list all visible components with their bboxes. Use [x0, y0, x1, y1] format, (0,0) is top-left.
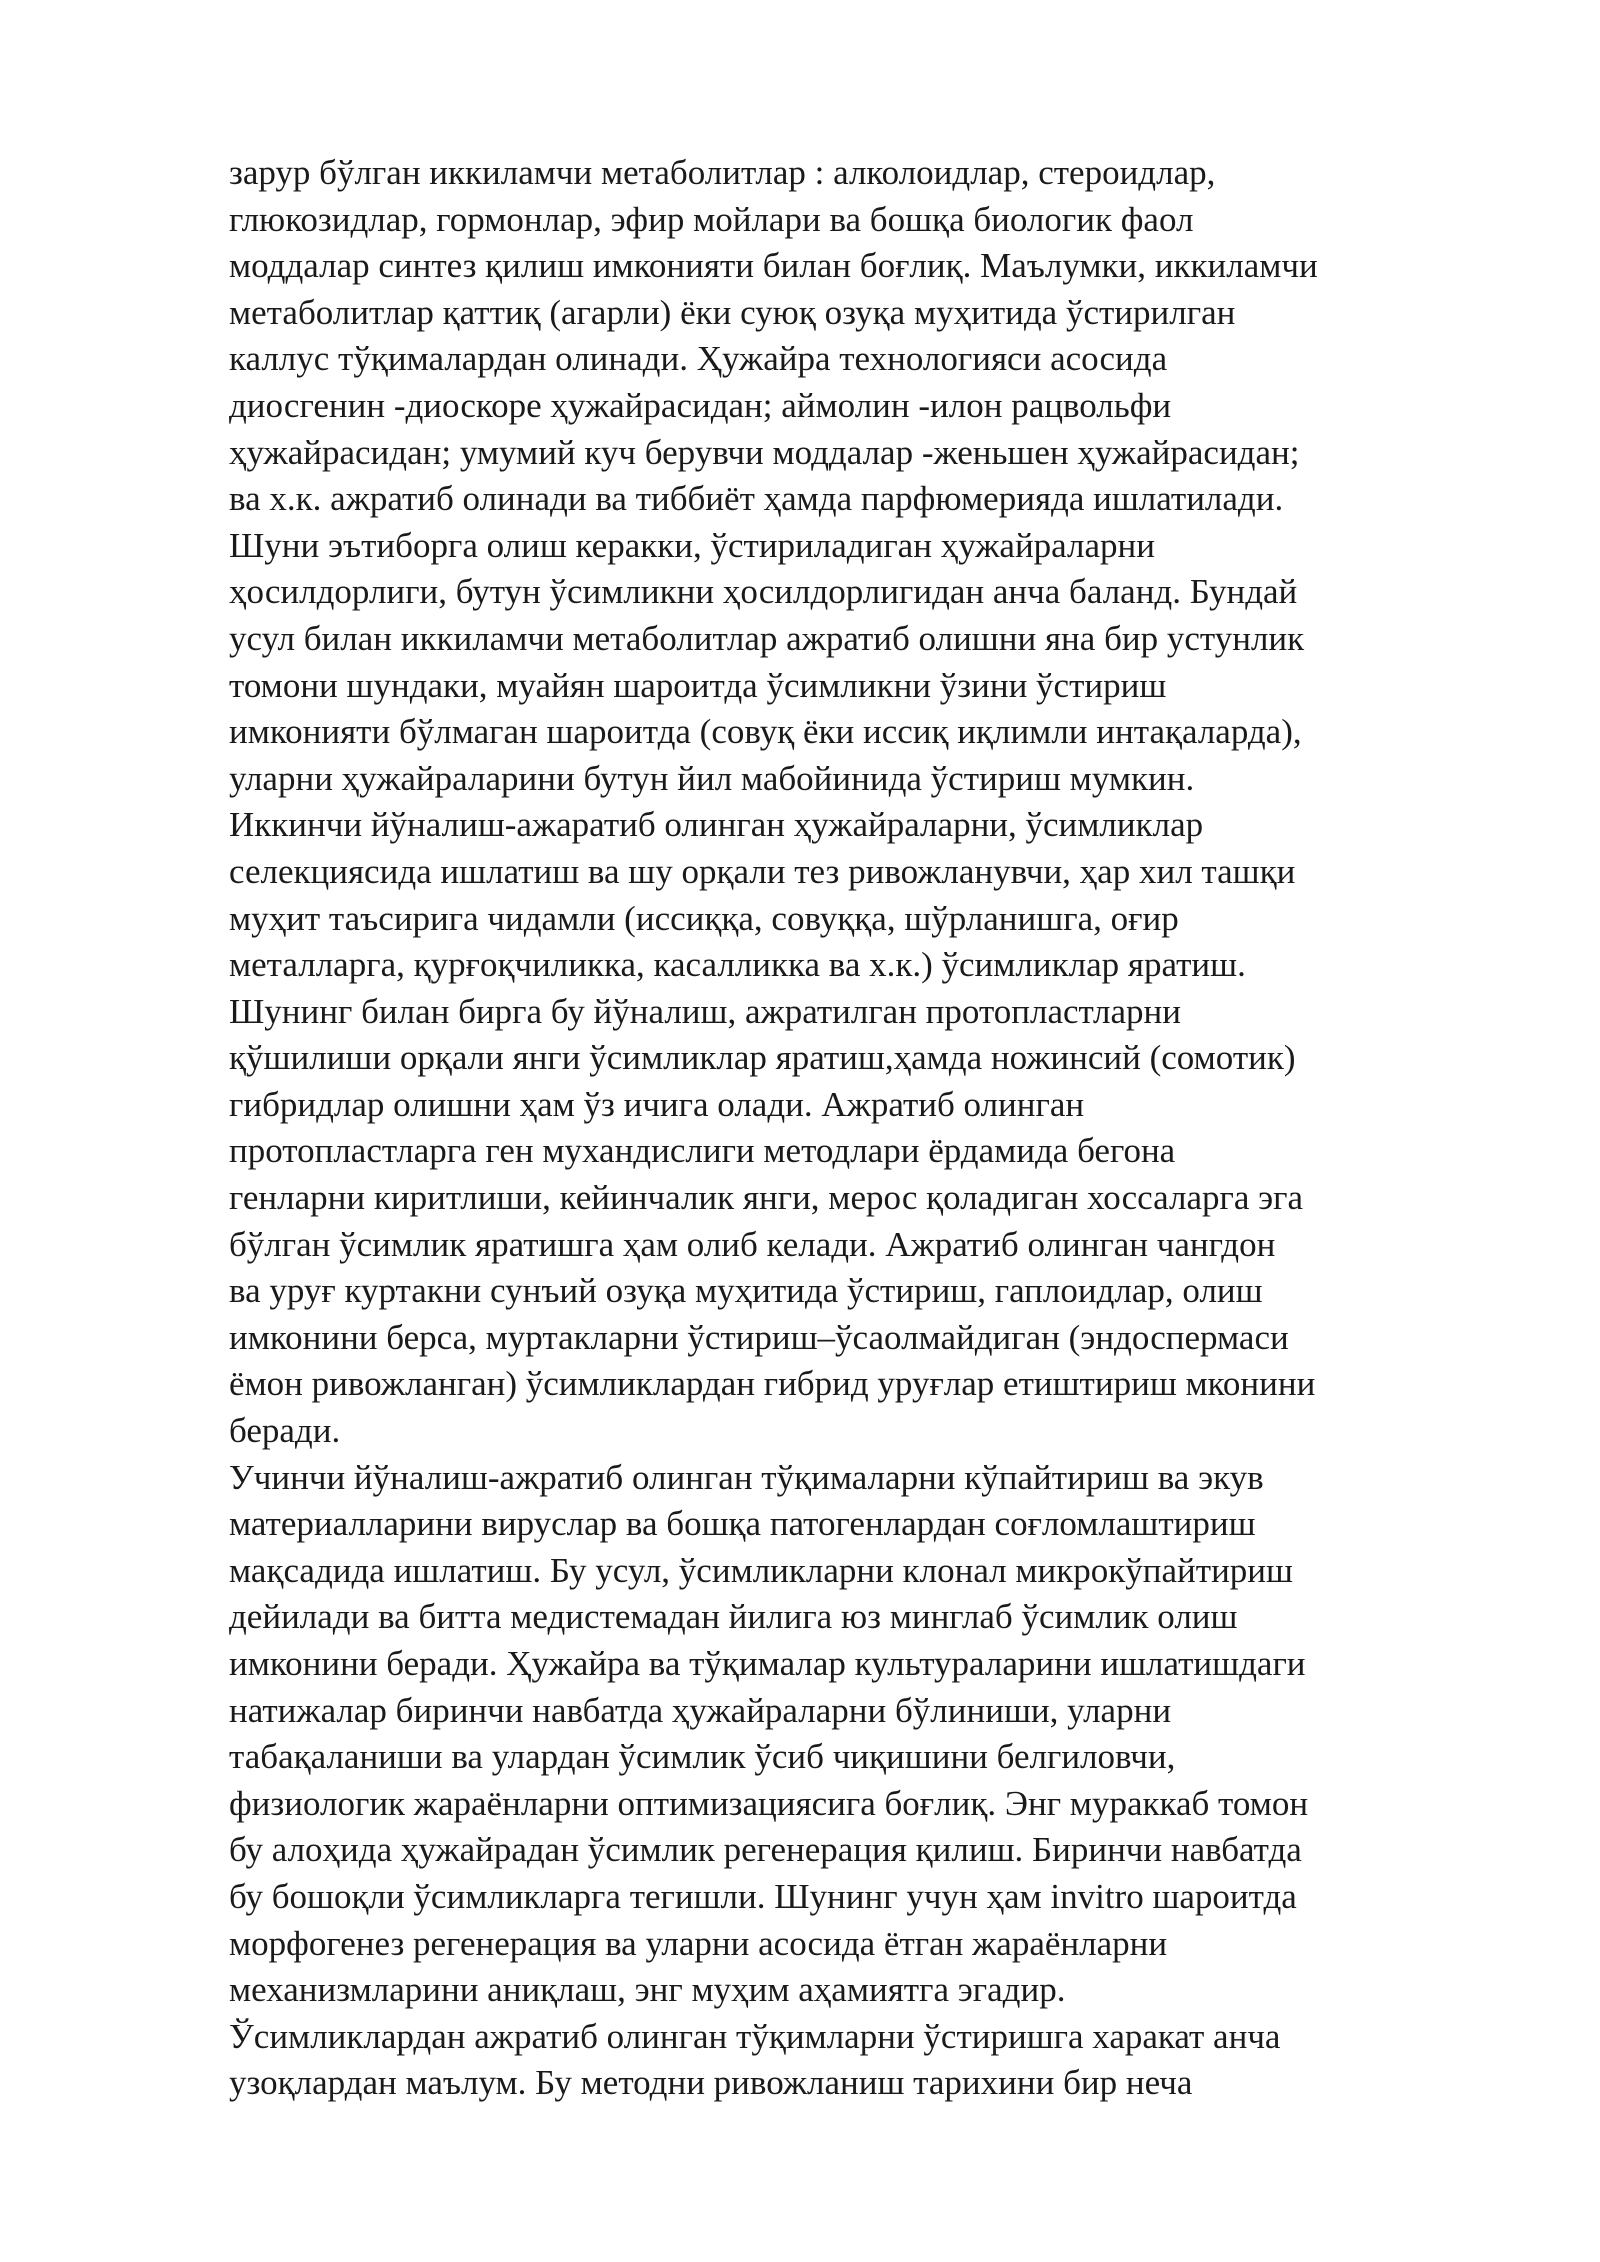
- text-line: ҳосилдорлиги, бутун ўсимликни ҳосилдорлигидан анча баланд. Бундай: [229, 572, 1298, 612]
- text-line: механизмларини аниқлаш, энг муҳим аҳамиятга эгадир.: [229, 1970, 1066, 2010]
- text-line: Ўсимликлардан ажратиб олинган тўқимларни ўстиришга харакат анча: [229, 2016, 1281, 2056]
- text-line: ва х.к. ажратиб олинади ва тиббиёт ҳамда парфюмерияда ишлатилади.: [229, 479, 1284, 519]
- text-line: беради.: [229, 1411, 341, 1451]
- text-line: протопластларга ген мухандислиги методлари ёрдамида бегона: [229, 1131, 1176, 1171]
- text-line: морфогенез регенерация ва уларни асосида ётган жараёнларни: [229, 1923, 1168, 1963]
- text-line: материалларини вируслар ва бошқа патогенлардан соғломлаштириш: [229, 1504, 1256, 1544]
- text-line: усул билан иккиламчи метаболитлар ажратиб олишни яна бир устунлик: [229, 618, 1305, 658]
- text-line: қўшилиши орқали янги ўсимликлар яратиш,ҳамда ножинсий (сомотик): [229, 1038, 1296, 1078]
- text-line: Шуни эътиборга олиш керакки, ўстириладиган ҳужайраларни: [229, 525, 1155, 565]
- text-line: табақаланиши ва улардан ўсимлик ўсиб чиқишини белгиловчи,: [229, 1737, 1176, 1777]
- text-line: метаболитлар қаттиқ (агарли) ёки суюқ озуқа муҳитида ўстирилган: [229, 292, 1236, 332]
- text-line: бўлган ўсимлик яратишга ҳам олиб келади. Ажратиб олинган чангдон: [229, 1224, 1276, 1264]
- text-line: ҳужайрасидан; умумий куч берувчи моддалар -женьшен ҳужайрасидан;: [229, 432, 1300, 472]
- body-text: [229, 150, 1529, 2107]
- text-line: дейилади ва битта медистемадан йилига юз минглаб ўсимлик олиш: [229, 1597, 1238, 1637]
- text-line: томони шундаки, муайян шароитда ўсимликни ўзини ўстириш: [229, 665, 1167, 705]
- text-line: бу алоҳида ҳужайрадан ўсимлик регенерация қилиш. Биринчи навбатда: [229, 1830, 1302, 1870]
- text-line: моддалар синтез қилиш имконияти билан боғлиқ. Маълумки, иккиламчи: [229, 246, 1318, 286]
- text-line: имконини берса, муртакларни ўстириш–ўсаолмайдиган (эндоспермаси: [229, 1317, 1289, 1357]
- text-line: узоқлардан маълум. Бу методни ривожланиш тарихини бир неча: [229, 2063, 1193, 2103]
- text-line: Учинчи йўналиш-ажратиб олинган тўқималарни кўпайтириш ва экув: [229, 1457, 1264, 1497]
- text-line: уларни ҳужайраларини бутун йил мабойинида ўстириш мумкин.: [229, 758, 1195, 798]
- text-line: Шунинг билан бирга бу йўналиш, ажратилган протопластларни: [229, 991, 1181, 1031]
- text-line: каллус тўқималардан олинади. Ҳужайра технологияси асосида: [229, 339, 1168, 379]
- text-line: физиологик жараёнларни оптимизациясига боғлиқ. Энг мураккаб томон: [229, 1783, 1309, 1823]
- text-line: диосгенин -диоскоре ҳужайрасидан; аймолин -илон рацвольфи: [229, 385, 1172, 425]
- text-line: Иккинчи йўналиш-ажаратиб олинган ҳужайраларни, ўсимликлар: [229, 805, 1204, 845]
- text-line: металларга, қурғоқчиликка, касалликка ва х.к.) ўсимликлар яратиш.: [229, 945, 1246, 985]
- text-line: ёмон ривожланган) ўсимликлардан гибрид уруғлар етиштириш мконини: [229, 1364, 1316, 1404]
- text-line: зарур бўлган иккиламчи метаболитлар : алколоидлар, стероидлар,: [229, 153, 1216, 192]
- text-line: гибридлар олишни ҳам ўз ичига олади. Ажратиб олинган: [229, 1084, 1085, 1124]
- text-line: имконияти бўлмаган шароитда (совуқ ёки иссиқ иқлимли интақаларда),: [229, 712, 1302, 752]
- text-line: муҳит таъсирига чидамли (иссиққа, совуққа, шўрланишга, оғир: [229, 898, 1179, 938]
- text-line: генларни киритлиши, кейинчалик янги, мерос қоладиган хоссаларга эга: [229, 1178, 1304, 1218]
- text-line: бу бошоқли ўсимликларга тегишли. Шунинг учун ҳам invitro шароитда: [229, 1876, 1297, 1916]
- text-line: ва уруғ куртакни сунъий озуқа муҳитида ўстириш, гаплоидлар, олиш: [229, 1271, 1263, 1311]
- text-line: селекциясида ишлатиш ва шу орқали тез ривожланувчи, ҳар хил ташқи: [229, 851, 1296, 891]
- text-line: натижалар биринчи навбатда ҳужайраларни бўлиниши, уларни: [229, 1690, 1172, 1730]
- text-line: мақсадида ишлатиш. Бу усул, ўсимликларни клонал микрокўпайтириш: [229, 1550, 1293, 1590]
- text-line: имконини беради. Ҳужайра ва тўқималар культураларини ишлатишдаги: [229, 1644, 1306, 1683]
- text-line: глюкозидлар, гормонлар, эфир мойлари ва бошқа биологик фаол: [229, 199, 1194, 239]
